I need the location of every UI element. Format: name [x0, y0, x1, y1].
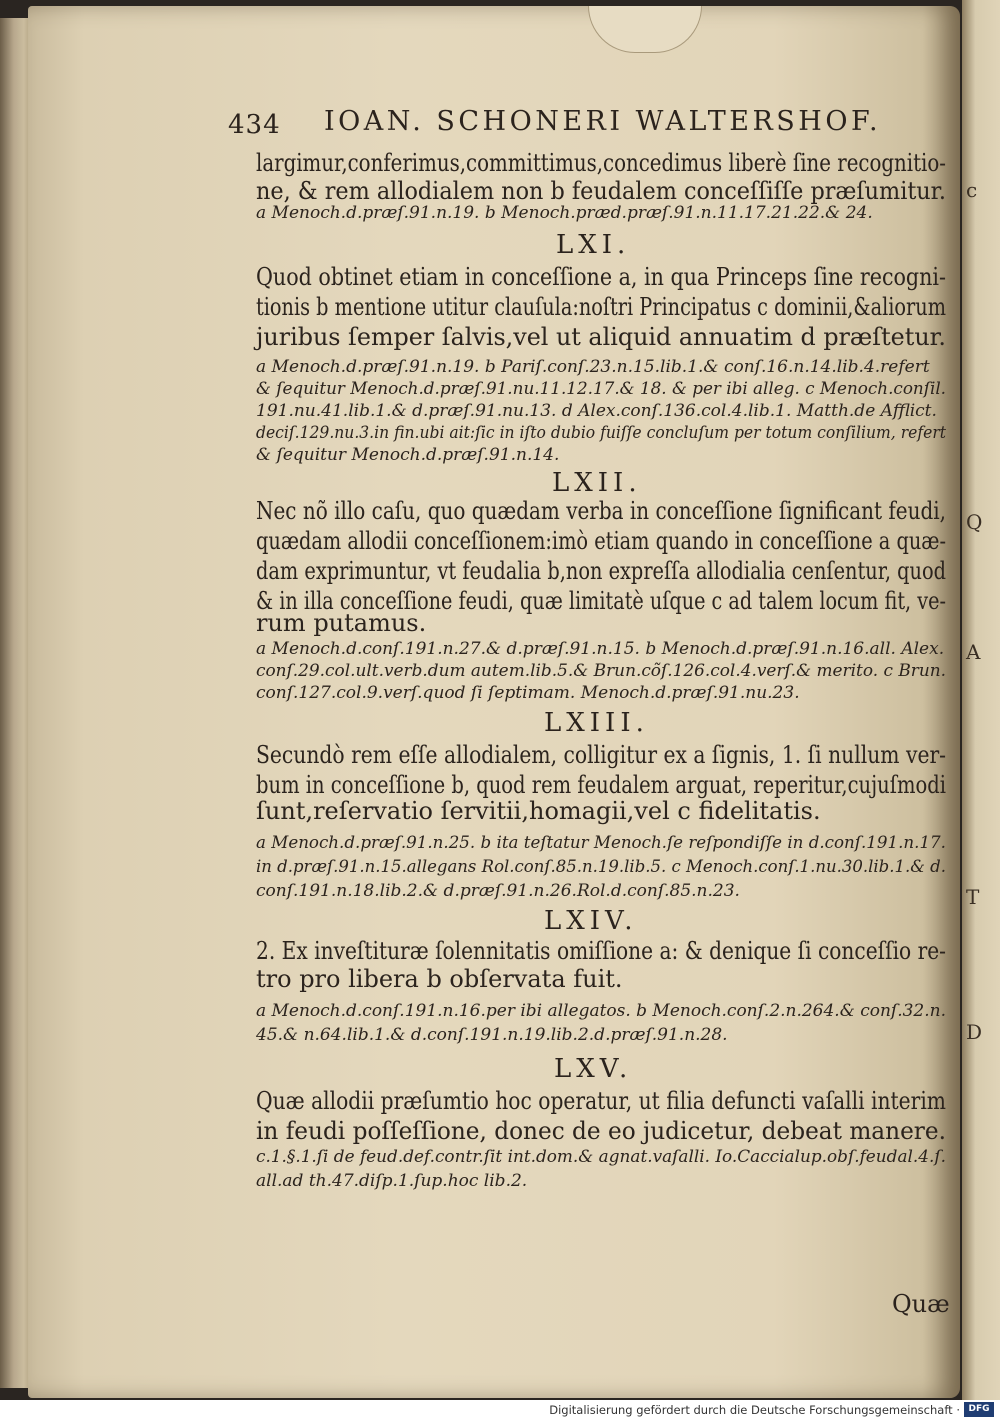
footnote-line: in d.præſ.91.n.15.allegans Rol.conſ.85.n.19.lib.5. c Menoch.conſ.1.nu.30.lib.1.& d. — [256, 857, 946, 877]
footnote-line: a Menoch.d.præſ.91.n.19. b Menoch.præd.præſ.91.n.11.17.21.22.& 24. — [256, 203, 873, 223]
section-number: LXIII. — [544, 708, 649, 738]
text-line: tionis b mentione utitur clauſula:noſtri Principatus c dominii,&aliorum — [256, 293, 946, 321]
footnote-line: & ſequitur Menoch.d.præſ.91.n.14. — [256, 445, 560, 465]
footnote-line: 45.& n.64.lib.1.& d.conſ.191.n.19.lib.2.d.præſ.91.n.28. — [256, 1025, 728, 1045]
footnote-line: all.ad th.47.diſp.1.ſup.hoc lib.2. — [256, 1171, 528, 1191]
running-title: IOAN. SCHONERI WALTERSHOF. — [324, 106, 882, 137]
facing-page-fragment: c — [966, 178, 978, 202]
facing-page-fragment: D — [966, 1020, 983, 1044]
text-line: ne, & rem allodialem non b feudalem conceſſiſſe præſumitur. — [256, 177, 947, 205]
text-line: quædam allodii conceſſionem:imò etiam quando in conceſſione a quæ- — [256, 527, 947, 555]
footer-bar — [0, 1400, 1000, 1420]
footnote-line: a Menoch.d.conſ.191.n.16.per ibi allegatos. b Menoch.conſ.2.n.264.& conſ.32.n. — [256, 1001, 947, 1021]
text-line: tro pro libera b obſervata fuit. — [256, 965, 623, 993]
footnote-line: a Menoch.d.præſ.91.n.25. b ita teſtatur Menoch.ſe reſpondiſſe in d.conſ.191.n.17. — [256, 833, 946, 853]
text-line: ſunt,reſervatio ſervitii,homagii,vel c fidelitatis. — [256, 797, 821, 825]
footnote-line: & ſequitur Menoch.d.præſ.91.nu.11.12.17.& 18. & per ibi alleg. c Menoch.conſil. — [256, 379, 947, 399]
footnote-line: deciſ.129.nu.3.in fin.ubi ait:ſic in iſto dubio fuiſſe concluſum per totum conſilium, refert — [256, 423, 947, 443]
footnote-line: conſ.29.col.ult.verb.dum autem.lib.5.& Brun.cõſ.126.col.4.verſ.& merito. c Brun. — [256, 661, 946, 681]
footnote-line: conſ.127.col.9.verſ.quod ſi ſeptimam. Menoch.d.præſ.91.nu.23. — [256, 683, 800, 703]
page-tab — [588, 6, 702, 53]
section-number: LXII. — [552, 468, 642, 498]
facing-page-edge — [962, 0, 1000, 1400]
catchword: Quæ — [892, 1290, 950, 1318]
text-line: Quod obtinet etiam in conceſſione a, in qua Princeps ſine recogni- — [256, 263, 947, 291]
footnote-line: a Menoch.d.præſ.91.n.19. b Pariſ.conſ.23.n.15.lib.1.& conſ.16.n.14.lib.4.refert — [256, 357, 930, 377]
text-line: in feudi poſſeſſione, donec de eo judicetur, debeat manere. — [256, 1117, 946, 1145]
footnote-line: conſ.191.n.18.lib.2.& d.præſ.91.n.26.Rol.d.conſ.85.n.23. — [256, 881, 740, 901]
section-number: LXI. — [556, 230, 631, 260]
text-line: rum putamus. — [256, 609, 427, 637]
footnote-line: c.1.§.1.ſi de feud.def.contr.ſit int.dom.& agnat.vaſalli. Io.Caccialup.obſ.feudal.4.ſ. — [256, 1147, 946, 1167]
facing-page-fragment: T — [966, 885, 980, 909]
text-line: 2. Ex inveſtituræ ſolennitatis omiſſione a: & denique ſi conceſſio re- — [256, 937, 946, 965]
footnote-line: a Menoch.d.conſ.191.n.27.& d.præſ.91.n.15. b Menoch.d.præſ.91.n.16.all. Alex. — [256, 639, 945, 659]
text-line: & in illa conceſſione feudi, quæ limitatè uſque c ad talem locum fit, ve- — [256, 587, 946, 615]
text-line: dam exprimuntur, vt feudalia b,non expreſſa allodialia cenſentur, quod — [256, 557, 947, 585]
text-line: largimur,conferimus,committimus,concedimus liberè ſine recognitio- — [256, 149, 946, 177]
dfg-logo: DFG — [964, 1402, 994, 1417]
text-line: bum in conceſſione b, quod rem feudalem arguat, reperitur,cujuſmodi — [256, 771, 946, 799]
section-number: LXIV. — [544, 906, 638, 936]
running-header — [228, 100, 948, 140]
facing-page-fragment: A — [966, 640, 981, 664]
facing-page-fragment: Q — [966, 510, 983, 534]
text-line: Secundò rem eſſe allodialem, colligitur ex a ſignis, 1. ſi nullum ver- — [256, 741, 947, 769]
text-line: Nec nõ illo caſu, quo quædam verba in conceſſione ſignificant feudi, — [256, 497, 946, 525]
funding-credit: Digitalisierung gefördert durch die Deutsche Forschungsgemeinschaft · — [549, 1403, 960, 1417]
text-line: Quæ allodii præſumtio hoc operatur, ut filia defuncti vaſalli interim — [256, 1087, 946, 1115]
text-line: juribus ſemper ſalvis,vel ut aliquid annuatim d præſtetur. — [256, 323, 946, 351]
page-number: 434 — [228, 110, 281, 140]
section-number: LXV. — [554, 1054, 633, 1084]
footnote-line: 191.nu.41.lib.1.& d.præſ.91.nu.13. d Alex.conſ.136.col.4.lib.1. Matth.de Afflict. — [256, 401, 937, 421]
